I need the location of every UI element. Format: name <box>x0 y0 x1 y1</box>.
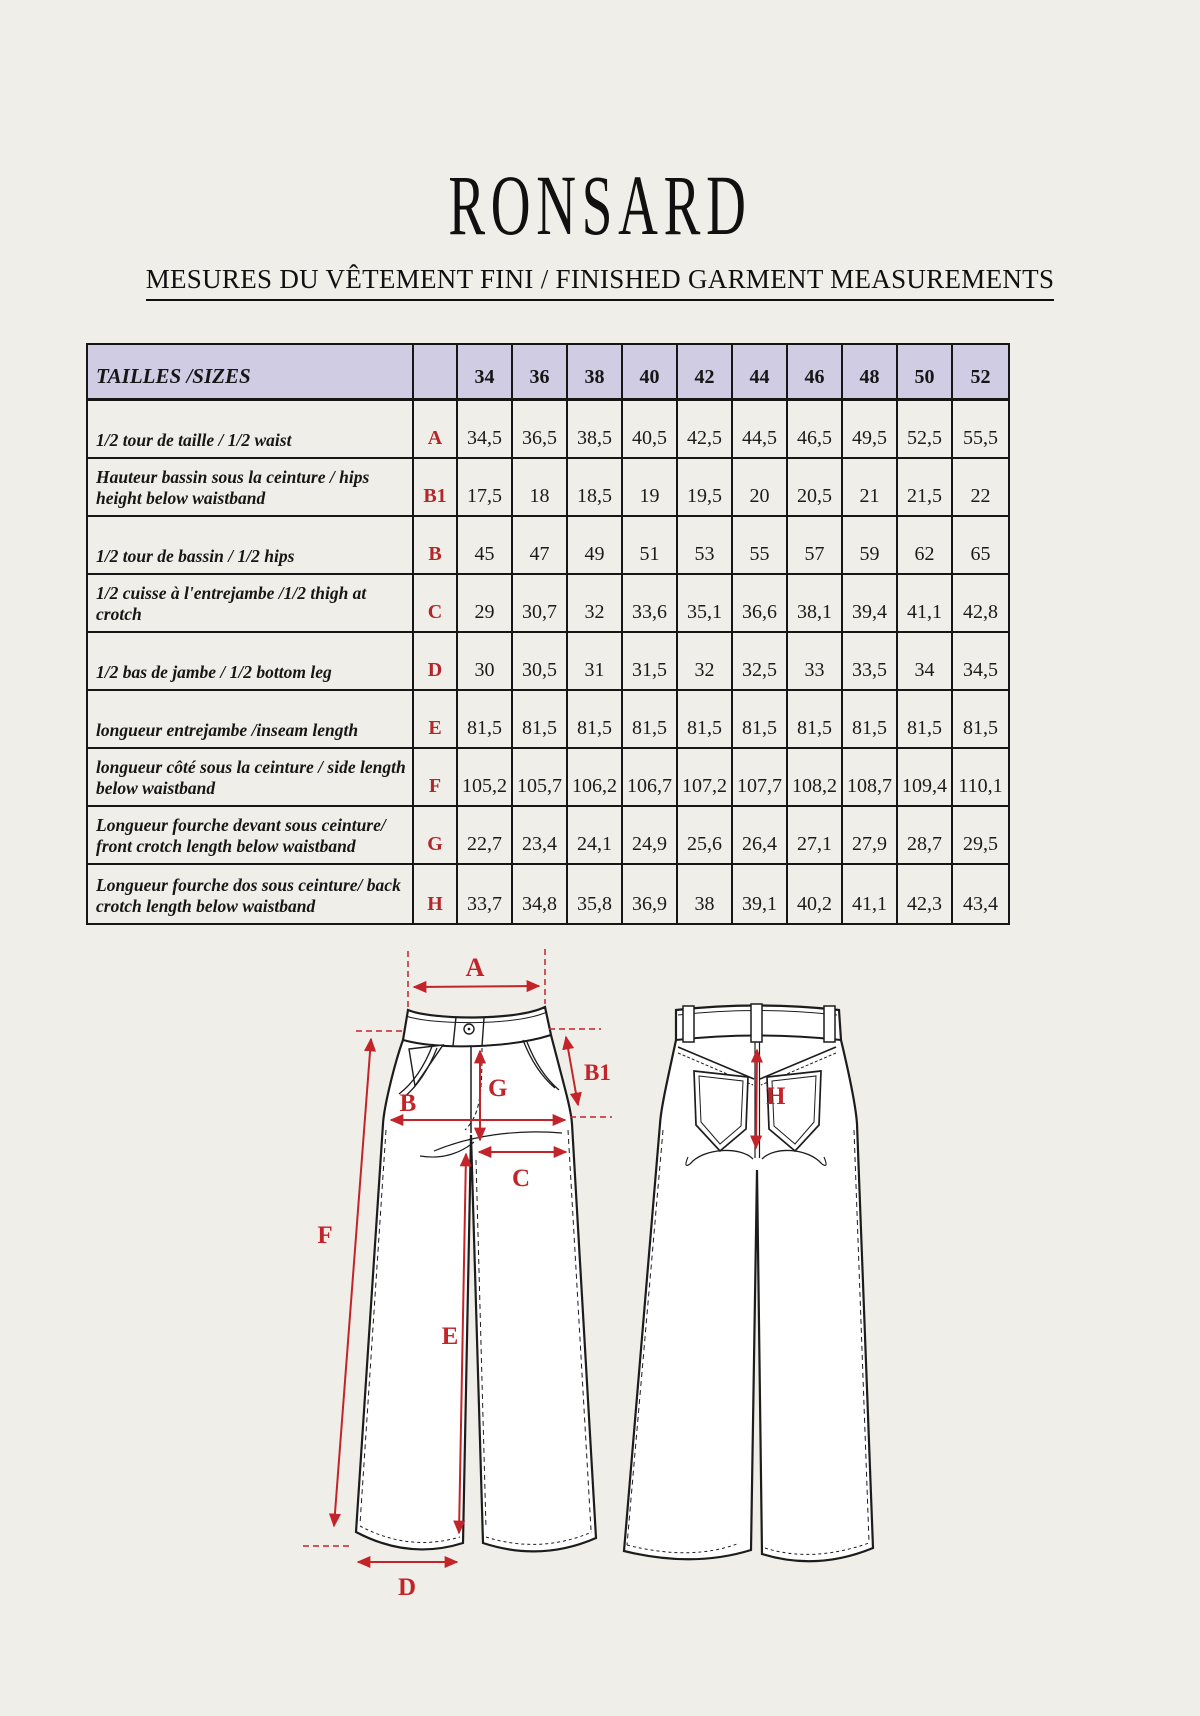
value-cell: 40,5 <box>623 401 678 459</box>
value-cell: 107,7 <box>733 749 788 807</box>
value-cell: 43,4 <box>963 893 998 915</box>
value-cell: 17,5 <box>458 459 513 517</box>
value-cell: 32 <box>678 633 733 691</box>
size-column-header: 50 <box>898 345 953 401</box>
value-cell: 81,5 <box>843 691 898 749</box>
row-code: B <box>414 517 458 575</box>
value-cell: 21,5 <box>898 459 953 517</box>
value-cell: 55 <box>733 517 788 575</box>
measure-label-B: B <box>399 1090 417 1117</box>
value-cell: 36,6 <box>733 575 788 633</box>
value-cell: 44,5 <box>733 401 788 459</box>
value-cell: 33,6 <box>623 575 678 633</box>
value-cell: 107,2 <box>678 749 733 807</box>
value-cell: 36,5 <box>513 401 568 459</box>
value-cell: 18 <box>513 459 568 517</box>
value-cell: 65 <box>953 517 1008 575</box>
value-cell: 27,9 <box>843 807 898 865</box>
value-cell: 20,5 <box>788 459 843 517</box>
value-cell: 34,8 <box>513 865 568 923</box>
row-label: Longueur fourche dos sous ceinture/ back crotch length below waistband <box>88 865 414 923</box>
size-column-header: 40 <box>623 345 678 401</box>
value-cell: 49 <box>568 517 623 575</box>
belt-loop <box>824 1006 835 1042</box>
heading-row <box>0 264 1200 301</box>
value-cell: 105,7 <box>513 749 568 807</box>
value-cell: 41,1 <box>898 575 953 633</box>
size-column-header: 52 <box>953 345 1008 401</box>
size-column-header: 38 <box>568 345 623 401</box>
table-row <box>88 691 1008 749</box>
row-label: longueur côté sous la ceinture / side length below waistband <box>88 749 414 807</box>
row-code: C <box>414 575 458 633</box>
value-cell: 81,5 <box>568 691 623 749</box>
value-cell: 29,5 <box>953 807 1008 865</box>
row-label: 1/2 tour de bassin / 1/2 hips <box>88 517 414 575</box>
value-cell: 27,1 <box>788 807 843 865</box>
table-header-empty <box>414 345 458 401</box>
row-code: B1 <box>414 459 458 517</box>
table-row <box>88 575 1008 633</box>
value-cell: 62 <box>898 517 953 575</box>
table-row <box>88 633 1008 691</box>
belt-loop <box>683 1006 694 1042</box>
back-measure-labels <box>766 1083 786 1110</box>
value-cell: 39,1 <box>733 865 788 923</box>
measure-label-E: E <box>441 1323 459 1350</box>
row-label: Hauteur bassin sous la ceinture / hips height below waistband <box>88 459 414 517</box>
value-cell: 51 <box>623 517 678 575</box>
value-cell: 24,1 <box>568 807 623 865</box>
value-cell: 22 <box>953 459 1008 517</box>
value-cell: 34,5 <box>458 401 513 459</box>
size-table <box>86 343 1010 925</box>
value-cell: 34,5 <box>953 633 1008 691</box>
value-cell: 33,7 <box>458 865 513 923</box>
value-cell: 38,1 <box>788 575 843 633</box>
value-cell: 47 <box>513 517 568 575</box>
value-cell: 30,7 <box>513 575 568 633</box>
row-code: A <box>414 401 458 459</box>
measure-label-A: A <box>465 953 485 982</box>
value-cell: 36,9 <box>623 865 678 923</box>
row-code: H <box>414 865 458 923</box>
value-cell: 31 <box>568 633 623 691</box>
value-cell: 34 <box>898 633 953 691</box>
page-title: RONSARD <box>448 157 752 253</box>
value-cell: 23,4 <box>513 807 568 865</box>
value-cell: 53 <box>678 517 733 575</box>
value-cell: 25,6 <box>678 807 733 865</box>
size-table-body <box>88 401 1008 923</box>
value-cell: 33 <box>788 633 843 691</box>
value-cell: 31,5 <box>623 633 678 691</box>
row-label: 1/2 cuisse à l'entrejambe /1/2 thigh at crotch <box>88 575 414 633</box>
value-cell: 108,2 <box>788 749 843 807</box>
table-row <box>88 459 1008 517</box>
value-cell: 42,3 <box>898 865 953 923</box>
value-cell: 39,4 <box>843 575 898 633</box>
table-row <box>88 401 1008 459</box>
section-heading: MESURES DU VÊTEMENT FINI / FINISHED GARMENT MEASUREMENTS <box>146 264 1055 301</box>
measure-label-H: H <box>766 1083 786 1110</box>
table-header-row <box>88 345 1008 401</box>
value-cell: 42,8 <box>953 575 1008 633</box>
measure-line-B1 <box>566 1037 578 1105</box>
back-measurements <box>756 1050 757 1148</box>
value-cell: 81,5 <box>623 691 678 749</box>
value-cell: 35,1 <box>678 575 733 633</box>
row-code: E <box>414 691 458 749</box>
table-row <box>88 807 1008 865</box>
value-cell: 81,5 <box>898 691 953 749</box>
value-cell: 40,2 <box>788 865 843 923</box>
value-cell: 28,7 <box>898 807 953 865</box>
value-cell: 41,1 <box>843 865 898 923</box>
value-cell: 38 <box>678 865 733 923</box>
value-cell: 57 <box>788 517 843 575</box>
value-cell: 33,5 <box>843 633 898 691</box>
value-cell: 49,5 <box>843 401 898 459</box>
value-cell: 108,7 <box>843 749 898 807</box>
value-cell: 38,5 <box>568 401 623 459</box>
value-cell: 24,9 <box>623 807 678 865</box>
value-cell: 35,8 <box>568 865 623 923</box>
front-silhouette <box>356 1007 596 1551</box>
row-label: 1/2 bas de jambe / 1/2 bottom leg <box>88 633 414 691</box>
measure-label-F: F <box>317 1222 333 1249</box>
table-header-label: TAILLES /SIZES <box>88 345 414 401</box>
value-cell: 30 <box>458 633 513 691</box>
measure-line-H <box>756 1050 757 1148</box>
value-cell: 52,5 <box>898 401 953 459</box>
measure-label-G: G <box>488 1075 508 1102</box>
table-row <box>88 865 1008 923</box>
value-cell: 46,5 <box>788 401 843 459</box>
value-cell: 81,5 <box>678 691 733 749</box>
value-cell: 32 <box>568 575 623 633</box>
measure-label-C: C <box>511 1165 531 1192</box>
value-cell: 81,5 <box>733 691 788 749</box>
row-label: longueur entrejambe /inseam length <box>88 691 414 749</box>
value-cell: 21 <box>843 459 898 517</box>
row-code: D <box>414 633 458 691</box>
value-cell: 81,5 <box>513 691 568 749</box>
measure-label-D: D <box>397 1574 417 1601</box>
row-code: F <box>414 749 458 807</box>
size-column-header: 46 <box>788 345 843 401</box>
row-code: G <box>414 807 458 865</box>
value-cell: 110,1 <box>953 749 1008 807</box>
value-cell: 19 <box>623 459 678 517</box>
value-cell: 81,5 <box>788 691 843 749</box>
back-silhouette <box>624 1006 873 1562</box>
size-column-header: 34 <box>458 345 513 401</box>
size-column-header: 36 <box>513 345 568 401</box>
value-cell: 22,7 <box>458 807 513 865</box>
value-cell: 18,5 <box>568 459 623 517</box>
measure-label-B1: B1 <box>584 1060 611 1085</box>
value-cell: 30,5 <box>513 633 568 691</box>
table-row <box>88 517 1008 575</box>
size-column-header: 48 <box>843 345 898 401</box>
size-column-header: 44 <box>733 345 788 401</box>
row-label: Longueur fourche devant sous ceinture/ front crotch length below waistband <box>88 807 414 865</box>
value-cell: 106,2 <box>568 749 623 807</box>
value-cell: 19,5 <box>678 459 733 517</box>
row-label: 1/2 tour de taille / 1/2 waist <box>88 401 414 459</box>
back-view-drawing <box>624 1004 873 1561</box>
table-row <box>88 749 1008 807</box>
value-cell: 109,4 <box>898 749 953 807</box>
value-cell: 32,5 <box>733 633 788 691</box>
value-cell: 55,5 <box>953 401 1008 459</box>
value-cell: 45 <box>458 517 513 575</box>
value-cell: 20 <box>733 459 788 517</box>
value-cell: 59 <box>843 517 898 575</box>
value-cell: 106,7 <box>623 749 678 807</box>
value-cell: 105,2 <box>458 749 513 807</box>
garment-technical-drawing <box>0 930 1200 1716</box>
value-cell: 26,4 <box>733 807 788 865</box>
size-column-header: 42 <box>678 345 733 401</box>
front-view-drawing <box>356 1007 596 1551</box>
value-cell: 81,5 <box>458 691 513 749</box>
value-cell: 81,5 <box>953 691 1008 749</box>
value-cell: 42,5 <box>678 401 733 459</box>
belt-loop <box>751 1004 762 1042</box>
value-cell: 29 <box>458 575 513 633</box>
